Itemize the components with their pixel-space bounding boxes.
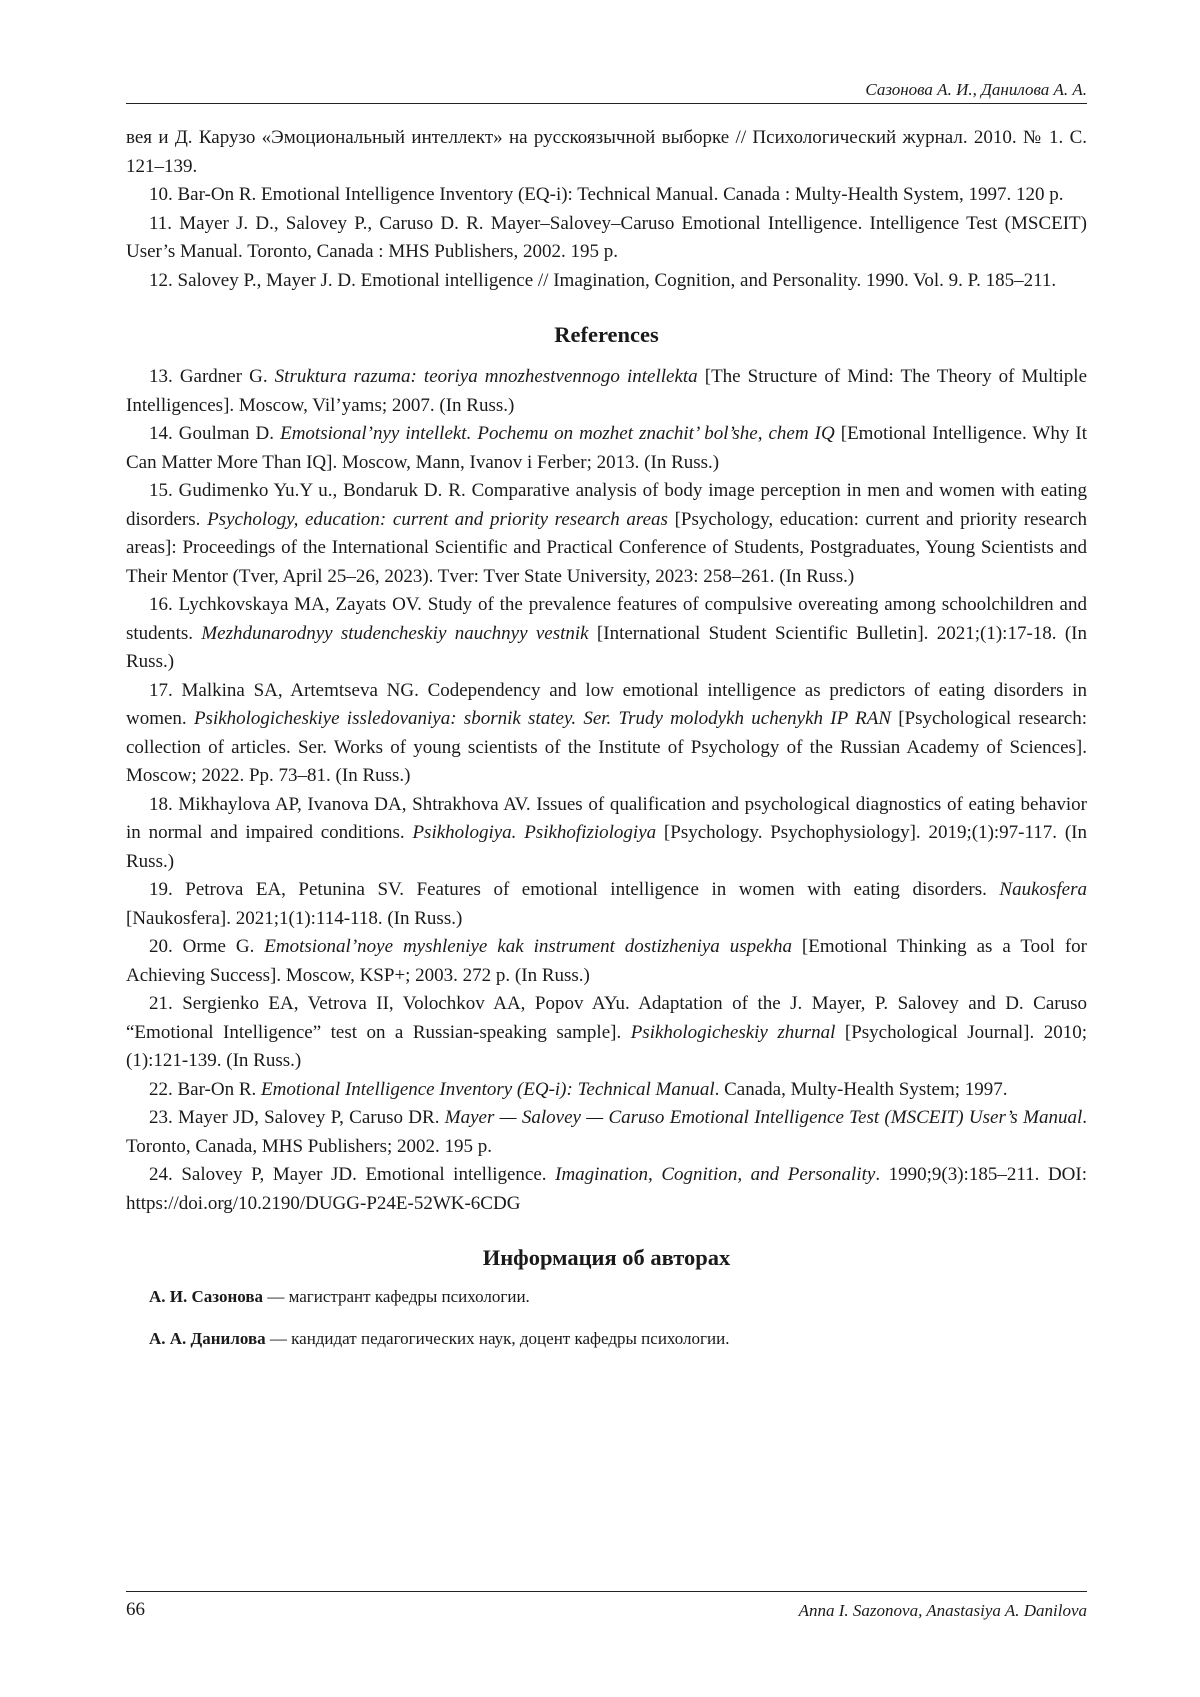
reference-20: 20. Orme G. Emotsional’noye myshleniye kak instrument dostizheniya uspekha [Emotional Thinking as a Tool for Achieving Success]. Moscow, KSP+; 2003. 272 p. (In Russ.)	[126, 936, 1087, 986]
reference-22: 22. Bar-On R. Emotional Intelligence Inventory (EQ-i): Technical Manual. Canada, Multy-Health System; 1997.	[149, 1078, 1008, 1100]
reference-15: 15. Gudimenko Yu.Y u., Bondaruk D. R. Comparative analysis of body image perception in men and women with eating disorders. Psychology, education: current and priority research areas [Psychology, education: current and priority research areas]: Proceedings of the International Scientific and Practical Conference of Students, Postgraduates, Young Scientists and Their Mentor (Tver, April 25–26, 2023). Tver: Tver State University, 2023: 258–261. (In Russ.)	[126, 480, 1087, 587]
reference-17: 17. Malkina SA, Artemtseva NG. Codependency and low emotional intelligence as predictors of eating disorders in women. Psikhologicheskiye issledovaniya: sbornik statey. Ser. Trudy molodykh uchenykh IP RAN [Psychological research: collection of articles. Ser. Works of young scientists of the Institute of Psychology of the Russian Academy of Sciences]. Moscow; 2022. Pp. 73–81. (In Russ.)	[126, 679, 1087, 786]
page-body	[126, 124, 1087, 1368]
authors-heading: Информация об авторах	[482, 1245, 731, 1270]
reference-24: 24. Salovey P, Mayer JD. Emotional intelligence. Imagination, Cognition, and Personality. 1990;9(3):185–211. DOI: https://doi.org/10.2190/DUGG-P24E-52WK-6CDG	[126, 1164, 1087, 1214]
reference-16: 16. Lychkovskaya MA, Zayats OV. Study of the prevalence features of compulsive overeating among schoolchildren and students. Mezhdunarodnyy studencheskiy nauchnyy vestnik [International Student Scientific Bulletin]. 2021;(1):17-18. (In Russ.)	[126, 594, 1088, 672]
reference-14: 14. Goulman D. Emotsional’nyy intellekt. Pochemu on mozhet znachit’ bol’she, chem IQ [Emotional Intelligence. Why It Can Matter More Than IQ]. Moscow, Mann, Ivanov i Ferber; 2013. (In Russ.)	[126, 423, 1087, 473]
reference-19: 19. Petrova EA, Petunina SV. Features of emotional intelligence in women with eating disorders. Naukosfera [Naukosfera]. 2021;1(1):114-118. (In Russ.)	[126, 879, 1087, 929]
footer-rule	[126, 1591, 1087, 1592]
reference-23: 23. Mayer JD, Salovey P, Caruso DR. Mayer — Salovey — Caruso Emotional Intelligence Test (MSCEIT) User’s Manual. Toronto, Canada, MHS Publishers; 2002. 195 p.	[126, 1107, 1087, 1157]
reference-12: 12. Salovey P., Mayer J. D. Emotional intelligence // Imagination, Cognition, and Personality. 1990. Vol. 9. P. 185–211.	[149, 269, 1057, 291]
page-number: 66	[126, 1599, 145, 1620]
reference-11: 11. Mayer J. D., Salovey P., Caruso D. R. Mayer–Salovey–Caruso Emotional Intelligence. Intelligence Test (MSCEIT) User’s Manual. Toronto, Canada : MHS Publishers, 2002. 195 p.	[126, 212, 1087, 262]
reference-21: 21. Sergienko EA, Vetrova II, Volochkov AA, Popov AYu. Adaptation of the J. Mayer, P. Salovey and D. Caruso “Emotional Intelligence” test on a Russian-speaking sample]. Psikhologicheskiy zhurnal [Psychological Journal]. 2010;(1):121-139. (In Russ.)	[126, 993, 1088, 1071]
reference-13: 13. Gardner G. Struktura razuma: teoriya mnozhestvennogo intellekta [The Structure of Mind: The Theory of Multiple Intelligences]. Moscow, Vil’yams; 2007. (In Russ.)	[126, 366, 1088, 416]
reference-18: 18. Mikhaylova AP, Ivanova DA, Shtrakhova AV. Issues of qualification and psychological diagnostics of eating behavior in normal and impaired conditions. Psikhologiya. Psikhofiziologiya [Psychology. Psychophysiology]. 2019;(1):97-117. (In Russ.)	[126, 793, 1087, 872]
header-rule	[126, 103, 1087, 104]
author-info: А. А. Данилова — кандидат педагогических наук, доцент кафедры психологии.	[149, 1329, 730, 1348]
footer-authors: Anna I. Sazonova, Anastasiya A. Danilova	[798, 1601, 1087, 1620]
author-info: А. И. Сазонова — магистрант кафедры психологии.	[149, 1287, 530, 1306]
reference-9-continuation: вея и Д. Карузо «Эмоциональный интеллект» на русскоязычной выборке // Психологический журнал. 2010. № 1. С. 121–139.	[126, 127, 1087, 177]
references-heading: References	[554, 322, 659, 347]
reference-10: 10. Bar-On R. Emotional Intelligence Inventory (EQ-i): Technical Manual. Canada : Multy-Health System, 1997. 120 p.	[149, 184, 1064, 205]
running-head: Сазонова А. И., Данилова А. А.	[865, 80, 1087, 99]
